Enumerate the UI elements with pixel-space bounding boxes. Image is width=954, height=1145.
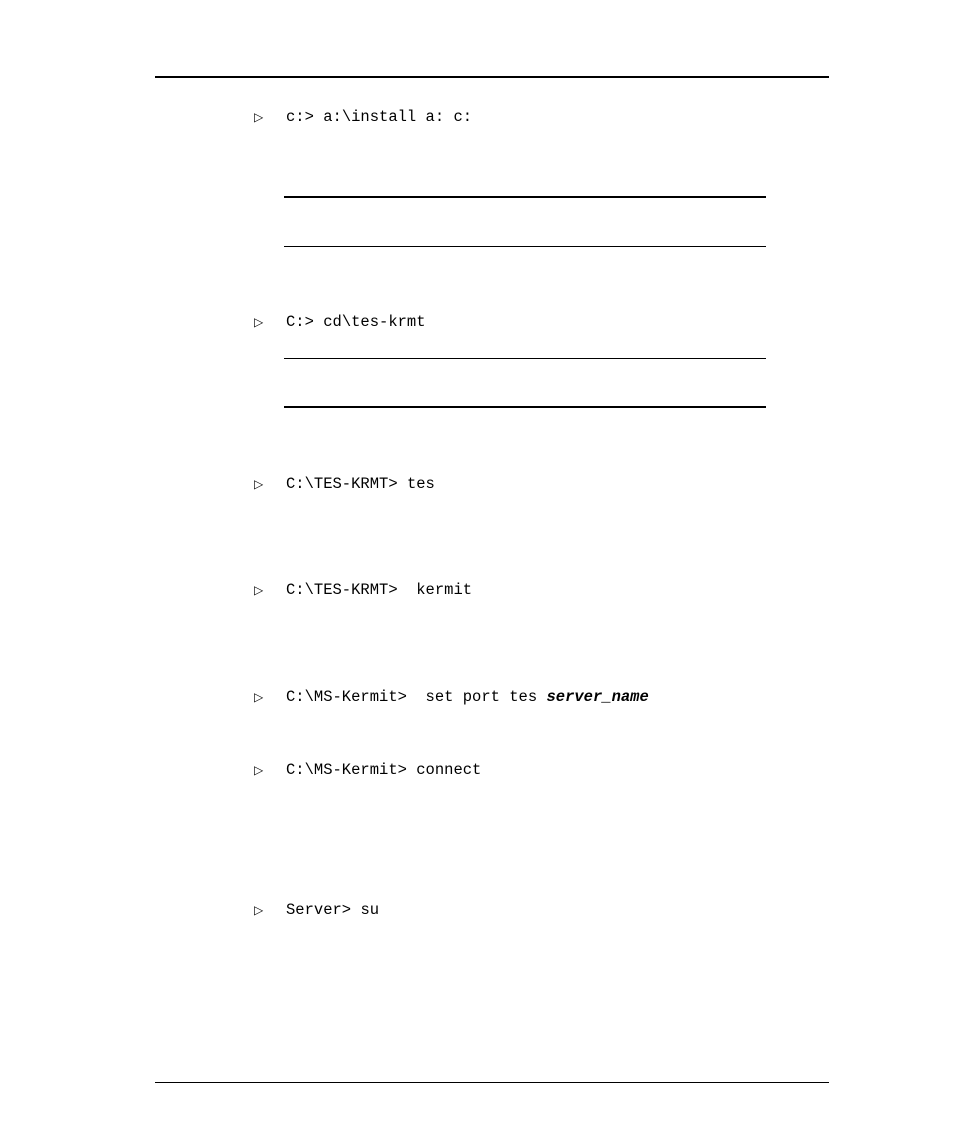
- command-argument: server_name: [546, 688, 649, 706]
- command-text: a:\install a: c:: [323, 108, 473, 126]
- triangle-bullet-icon: ▷: [254, 315, 264, 329]
- note-rule-bottom: [284, 246, 766, 247]
- note-rule-top: [284, 358, 766, 359]
- triangle-bullet-icon: ▷: [254, 110, 264, 124]
- command-line-cd: [254, 312, 426, 332]
- command-prompt: C:\MS-Kermit>: [286, 761, 407, 779]
- command-line-kermit: [254, 580, 472, 600]
- command-line-tes: [254, 474, 435, 494]
- triangle-bullet-icon: ▷: [254, 903, 264, 917]
- command-prompt: C:\TES-KRMT>: [286, 475, 398, 493]
- command-text: set port tes: [416, 688, 547, 706]
- command-line-su: [254, 900, 379, 920]
- command-line-set-port: [254, 687, 649, 707]
- command-text: connect: [416, 761, 482, 779]
- command-prompt: Server>: [286, 901, 352, 919]
- command-prompt: C:\TES-KRMT>: [286, 581, 398, 599]
- command-text: kermit: [406, 581, 473, 599]
- command-prompt: C:>: [286, 313, 314, 331]
- command-text: su: [360, 901, 380, 919]
- note-rule-top: [284, 196, 766, 198]
- note-rule-bottom: [284, 406, 766, 408]
- triangle-bullet-icon: ▷: [254, 477, 264, 491]
- command-text: tes: [406, 475, 435, 493]
- command-prompt: c:>: [286, 108, 314, 126]
- command-prompt: C:\MS-Kermit>: [286, 688, 407, 706]
- triangle-bullet-icon: ▷: [254, 690, 264, 704]
- command-text: cd\tes-krmt: [323, 313, 426, 331]
- footer-rule: [155, 1082, 829, 1083]
- triangle-bullet-icon: ▷: [254, 583, 264, 597]
- triangle-bullet-icon: ▷: [254, 763, 264, 777]
- command-line-install: [254, 107, 472, 127]
- command-line-connect: [254, 760, 481, 780]
- header-rule: [155, 76, 829, 78]
